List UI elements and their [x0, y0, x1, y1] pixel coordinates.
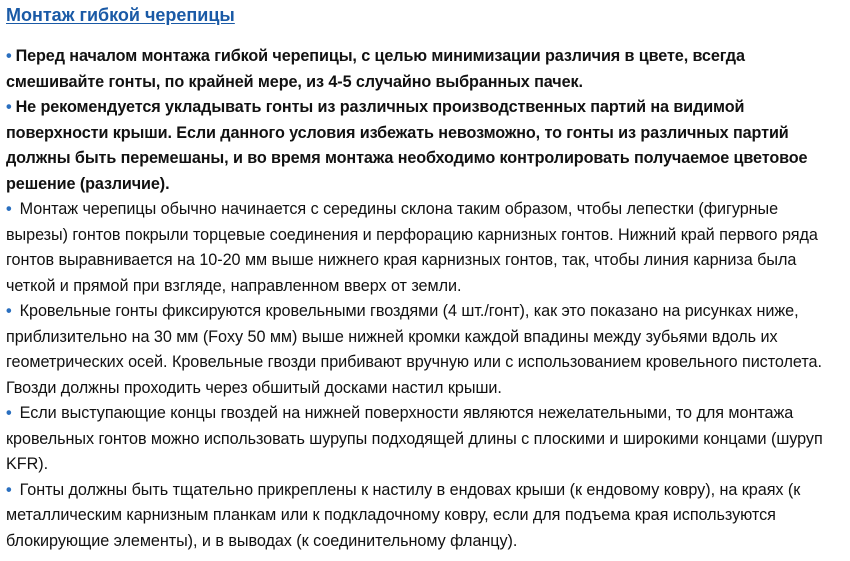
list-item-text: Монтаж черепицы обычно начинается с середины склона таким образом, чтобы лепестки (фигурные вырезы) гонтов покрыли торцевые соединения и перфорацию карнизных гонтов. Нижний край первого ряда гонтов выравнивается на 10-20 мм выше нижнего края карнизных гонтов, так, чтобы линия карниза была четкой и прямой при взгляде, направленном вверх от земли. [6, 200, 818, 295]
list-item [6, 478, 836, 555]
bullet-icon: • [6, 200, 12, 218]
list-item [6, 197, 836, 299]
bullet-icon: • [6, 302, 12, 320]
page-title: Монтаж гибкой черепицы [6, 5, 235, 25]
list-item-text: Кровельные гонты фиксируются кровельными гвоздями (4 шт./гонт), как это показано на рисунках ниже, приблизительно на 30 мм (Foxy 50 мм) выше нижней кромки каждой впадины между зубьями вдоль их геометрических осей. Кровельные гвозди прибивают вручную или с использованием кровельного пистолета. Гвозди должны проходить через обшитый досками настил крыши. [6, 302, 822, 397]
bullet-icon: • [6, 480, 12, 499]
list-item-text: Не рекомендуется укладывать гонты из различных производственных партий на видимой поверхности крыши. Если данного условия избежать невозможно, то гонты из различных партий должны быть перемешаны, и во время монтажа необходимо контролировать получаемое цветовое решение (различие). [6, 98, 808, 193]
bullet-icon: • [6, 404, 12, 422]
bullet-icon: • [6, 98, 12, 116]
list-item-text: Перед началом монтажа гибкой черепицы, с целью минимизации различия в цвете, всегда смешивайте гонты, по крайней мере, из 4-5 случайно выбранных пачек. [6, 47, 745, 91]
list-item [6, 299, 836, 401]
instruction-list [6, 44, 836, 554]
list-item [6, 95, 836, 197]
list-item [6, 401, 836, 478]
list-item-text: Гонты должны быть тщательно прикреплены к настилу в ендовах крыши (к ендовому ковру), на краях (к металлическим карнизным планкам или к подкладочному ковру, если для подъема края используются блокирующие элементы), и в выводах (к соединительному фланцу). [6, 480, 801, 550]
bullet-icon: • [6, 47, 12, 65]
list-item [6, 44, 836, 95]
list-item-text: Если выступающие концы гвоздей на нижней поверхности являются нежелательными, то для монтажа кровельных гонтов можно использовать шурупы подходящей длины с плоскими и широкими концами (шуруп KFR). [6, 404, 823, 473]
